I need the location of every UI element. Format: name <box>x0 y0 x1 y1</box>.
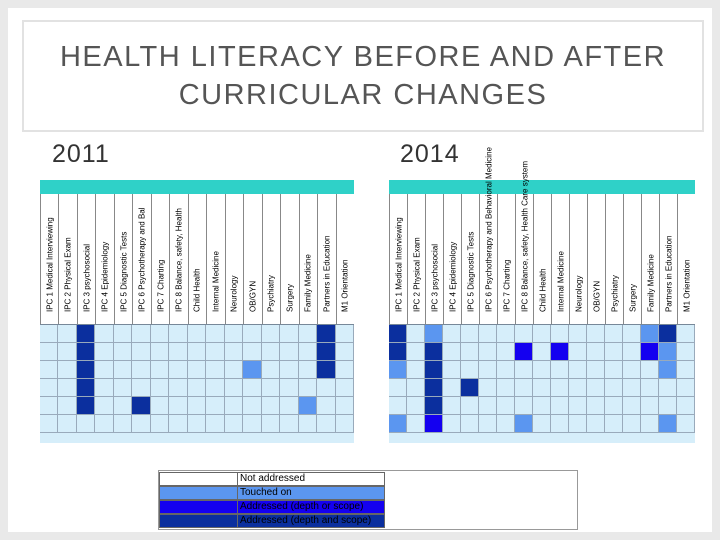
matrix-cell <box>425 343 443 361</box>
matrix-cell <box>461 343 479 361</box>
matrix-cell <box>280 361 298 379</box>
matrix-cell <box>299 379 317 397</box>
matrix-cell <box>262 397 280 415</box>
matrix-cell <box>605 343 623 361</box>
column-labels <box>40 194 354 324</box>
column-header <box>407 194 425 324</box>
matrix-cell <box>169 325 187 343</box>
matrix-cell <box>659 379 677 397</box>
column-header-label: Child Health <box>192 268 202 312</box>
legend-label: Touched on <box>237 486 385 500</box>
matrix-cell <box>169 343 187 361</box>
matrix-cell <box>132 343 150 361</box>
column-header-label: Family Medicine <box>646 254 655 312</box>
matrix-cell <box>58 343 76 361</box>
column-header-label: IPC 5 Diagnostic Tests <box>466 231 475 312</box>
matrix-cell <box>407 343 425 361</box>
matrix-cell <box>95 361 113 379</box>
matrix-cell <box>515 415 533 433</box>
column-header-label: IPC 3 psychosocial <box>82 243 92 312</box>
matrix-cells <box>389 324 695 443</box>
column-header <box>605 194 623 324</box>
matrix-cell <box>425 415 443 433</box>
column-header-label: IPC 8 Balance, safety, Health Care system <box>520 160 529 312</box>
column-header <box>551 194 569 324</box>
matrix-cell <box>299 325 317 343</box>
matrix-cell <box>443 397 461 415</box>
column-header-label: Child Health <box>538 268 547 312</box>
matrix-cell <box>280 325 298 343</box>
matrix-cell <box>243 361 261 379</box>
matrix-cell <box>336 379 354 397</box>
matrix-cell <box>443 415 461 433</box>
matrix-cell <box>587 379 605 397</box>
matrix-cell <box>206 415 224 433</box>
column-header <box>77 194 95 324</box>
matrix-cell <box>151 415 169 433</box>
matrix-cell <box>188 361 206 379</box>
matrix-cell <box>132 379 150 397</box>
matrix-cell <box>407 361 425 379</box>
matrix-cell <box>169 361 187 379</box>
matrix-cell <box>461 361 479 379</box>
column-header <box>497 194 515 324</box>
matrix-cell <box>533 343 551 361</box>
column-header <box>169 194 187 324</box>
column-header <box>132 194 150 324</box>
matrix-cell <box>206 361 224 379</box>
matrix-cell <box>95 325 113 343</box>
matrix-cell <box>677 397 695 415</box>
matrix-cell <box>497 361 515 379</box>
matrix-cell <box>225 379 243 397</box>
column-header <box>659 194 677 324</box>
legend-item <box>159 486 577 500</box>
matrix-cell <box>206 343 224 361</box>
column-header <box>461 194 479 324</box>
column-header <box>299 194 317 324</box>
matrix-cell <box>206 379 224 397</box>
matrix-cell <box>243 397 261 415</box>
column-header <box>479 147 497 324</box>
matrix-cell <box>40 379 58 397</box>
legend-swatch <box>159 486 237 500</box>
matrix-cell <box>677 379 695 397</box>
matrix-cell <box>641 343 659 361</box>
matrix-cell <box>132 361 150 379</box>
matrix-cell <box>114 397 132 415</box>
matrix-cell <box>533 397 551 415</box>
matrix-cell <box>299 415 317 433</box>
matrix-cell <box>659 325 677 343</box>
matrix-cell <box>243 325 261 343</box>
matrix-cell <box>533 379 551 397</box>
column-header-label: Partners in Education <box>664 235 673 312</box>
matrix-cell <box>58 379 76 397</box>
matrix-cell <box>169 379 187 397</box>
matrix-cell <box>114 343 132 361</box>
matrix-cell <box>605 415 623 433</box>
matrix-cell <box>605 325 623 343</box>
matrix-cell <box>389 325 407 343</box>
matrix-cell <box>515 397 533 415</box>
matrix-cell <box>40 361 58 379</box>
matrix-cell <box>479 325 497 343</box>
column-header-label: M1 Orientation <box>340 259 350 312</box>
column-header-label: Partners in Education <box>322 235 332 312</box>
column-header <box>677 194 695 324</box>
column-header <box>317 194 335 324</box>
slide <box>8 8 712 532</box>
matrix-cell <box>206 325 224 343</box>
matrix-cell <box>389 379 407 397</box>
matrix-cell <box>515 325 533 343</box>
matrix-cell <box>497 343 515 361</box>
matrix-cell <box>533 325 551 343</box>
matrix-cell <box>280 379 298 397</box>
header-bar <box>389 180 695 194</box>
matrix-cell <box>659 343 677 361</box>
matrix-cell <box>425 325 443 343</box>
matrix-cell <box>623 379 641 397</box>
matrix-cell <box>641 361 659 379</box>
column-header <box>336 194 354 324</box>
column-header <box>515 160 533 324</box>
matrix-cell <box>497 379 515 397</box>
column-header-label: Family Medicine <box>303 254 313 312</box>
matrix-cell <box>389 415 407 433</box>
matrix-cell <box>40 415 58 433</box>
matrix-cell <box>188 379 206 397</box>
matrix-cell <box>317 361 335 379</box>
matrix-cell <box>77 343 95 361</box>
matrix-cell <box>114 379 132 397</box>
matrix-cell <box>479 415 497 433</box>
column-header-label: IPC 8 Balance, safety, Health <box>174 208 184 312</box>
matrix-cell <box>262 361 280 379</box>
matrix-cell <box>77 361 95 379</box>
matrix-cell <box>677 415 695 433</box>
matrix-cell <box>605 379 623 397</box>
matrix-cell <box>188 325 206 343</box>
matrix-cell <box>623 343 641 361</box>
column-header-label: IPC 6 Psychotherapy and Behavioral Medicine <box>484 147 493 312</box>
matrix-cell <box>551 397 569 415</box>
column-header <box>151 194 169 324</box>
matrix-cell <box>677 343 695 361</box>
matrix-cell <box>479 343 497 361</box>
column-header-label: OB/GYN <box>248 280 258 312</box>
column-header <box>206 194 224 324</box>
matrix-cell <box>243 415 261 433</box>
legend-label: Addressed (depth and scope) <box>237 514 385 528</box>
matrix-cell <box>407 397 425 415</box>
matrix-cell <box>188 415 206 433</box>
matrix-cell <box>623 397 641 415</box>
matrix-cell <box>659 415 677 433</box>
legend-item <box>159 472 577 486</box>
matrix-cell <box>40 325 58 343</box>
column-header <box>587 194 605 324</box>
matrix-cell <box>569 397 587 415</box>
matrix-cell <box>443 325 461 343</box>
matrix-cell <box>443 379 461 397</box>
matrix-cell <box>587 325 605 343</box>
column-header-label: IPC 5 Diagnostic Tests <box>119 231 129 312</box>
matrix-cell <box>497 415 515 433</box>
column-header-label: IPC 7 Charting <box>156 259 166 312</box>
matrix-cell <box>132 415 150 433</box>
matrix-cell <box>389 361 407 379</box>
matrix-cell <box>641 325 659 343</box>
matrix-cell <box>299 361 317 379</box>
legend-item <box>159 514 577 528</box>
matrix-cell <box>479 397 497 415</box>
column-header <box>280 194 298 324</box>
matrix-cell <box>58 397 76 415</box>
legend-item <box>159 500 577 514</box>
column-header-label: IPC 4 Epidemiology <box>448 241 457 312</box>
matrix-cell <box>114 361 132 379</box>
matrix-cell <box>479 361 497 379</box>
matrix-cell <box>641 397 659 415</box>
legend-swatch <box>159 514 237 528</box>
column-header-label: Neurology <box>574 275 583 312</box>
column-header-label: IPC 6 Psychotherapy and Bal <box>137 207 147 312</box>
matrix-cell <box>317 379 335 397</box>
matrix-cell <box>40 397 58 415</box>
matrix-cell <box>336 361 354 379</box>
matrix-cell <box>114 415 132 433</box>
column-header <box>188 194 206 324</box>
matrix-cell <box>151 343 169 361</box>
matrix-cell <box>151 325 169 343</box>
column-header-label: Internal Medicine <box>211 251 221 312</box>
matrix-cell <box>95 343 113 361</box>
matrix-cell <box>407 379 425 397</box>
matrix-cell <box>641 379 659 397</box>
matrix-cell <box>677 325 695 343</box>
matrix-cell <box>225 397 243 415</box>
column-header-label: Neurology <box>229 275 239 312</box>
matrix-cell <box>336 325 354 343</box>
matrix-cell <box>461 415 479 433</box>
matrix-cell <box>262 343 280 361</box>
matrix-cell <box>317 343 335 361</box>
matrix-cell <box>169 415 187 433</box>
slide-title: HEALTH LITERACY BEFORE AND AFTER CURRICULAR CHANGES <box>59 41 667 111</box>
column-header-label: Psychiatry <box>610 275 619 312</box>
matrix-cell <box>77 325 95 343</box>
column-header <box>58 194 76 324</box>
matrix-cell <box>114 325 132 343</box>
matrix-cell <box>280 343 298 361</box>
matrix-2011 <box>40 180 354 446</box>
column-header <box>389 194 407 324</box>
matrix-cell <box>605 397 623 415</box>
matrix-cell <box>95 379 113 397</box>
matrix-cell <box>77 415 95 433</box>
matrix-cell <box>225 343 243 361</box>
matrix-cell <box>533 415 551 433</box>
legend-swatch <box>159 472 237 486</box>
matrix-cell <box>317 415 335 433</box>
matrix-cell <box>461 325 479 343</box>
column-header <box>95 194 113 324</box>
matrix-cell <box>443 343 461 361</box>
matrix-cell <box>587 361 605 379</box>
matrix-cell <box>497 325 515 343</box>
column-header <box>623 194 641 324</box>
matrix-cell <box>225 415 243 433</box>
matrix-cell <box>605 361 623 379</box>
matrix-cell <box>659 361 677 379</box>
matrix-cell <box>407 415 425 433</box>
matrix-cell <box>58 415 76 433</box>
matrix-cell <box>151 397 169 415</box>
legend-swatch <box>159 500 237 514</box>
column-header <box>569 194 587 324</box>
matrix-cell <box>280 397 298 415</box>
matrix-cell <box>40 343 58 361</box>
column-header-label: IPC 4 Epidemiology <box>100 241 110 312</box>
matrix-cell <box>623 325 641 343</box>
matrix-cell <box>95 415 113 433</box>
matrix-cell <box>262 415 280 433</box>
matrix-cell <box>225 361 243 379</box>
matrix-cell <box>623 361 641 379</box>
matrix-cells <box>40 324 354 443</box>
column-header <box>641 194 659 324</box>
matrix-cell <box>317 325 335 343</box>
matrix-cell <box>551 379 569 397</box>
matrix-cell <box>425 397 443 415</box>
column-header <box>114 194 132 324</box>
column-header <box>425 194 443 324</box>
matrix-cell <box>461 379 479 397</box>
column-header-label: Surgery <box>628 283 637 312</box>
matrix-cell <box>225 325 243 343</box>
matrix-cell <box>299 397 317 415</box>
matrix-cell <box>389 343 407 361</box>
matrix-cell <box>587 343 605 361</box>
matrix-cell <box>515 379 533 397</box>
year-label-2011: 2011 <box>52 140 110 168</box>
column-header-label: IPC 2 Physical Exam <box>412 237 421 312</box>
matrix-cell <box>659 397 677 415</box>
matrix-cell <box>58 325 76 343</box>
matrix-cell <box>497 397 515 415</box>
legend <box>158 470 578 530</box>
matrix-cell <box>533 361 551 379</box>
matrix-cell <box>317 397 335 415</box>
matrix-cell <box>515 343 533 361</box>
matrix-cell <box>551 325 569 343</box>
matrix-cell <box>262 379 280 397</box>
matrix-cell <box>151 361 169 379</box>
column-header <box>243 194 261 324</box>
matrix-cell <box>641 415 659 433</box>
title-box <box>22 20 704 132</box>
matrix-cell <box>479 379 497 397</box>
matrix-cell <box>587 397 605 415</box>
matrix-cell <box>95 397 113 415</box>
column-header <box>443 194 461 324</box>
column-header-label: IPC 2 Physical Exam <box>63 237 73 312</box>
matrix-cell <box>551 361 569 379</box>
matrix-cell <box>280 415 298 433</box>
column-header-label: IPC 1 Medical Interviewing <box>394 217 403 312</box>
matrix-cell <box>569 415 587 433</box>
matrix-cell <box>206 397 224 415</box>
matrix-cell <box>569 343 587 361</box>
matrix-cell <box>243 343 261 361</box>
matrix-cell <box>132 397 150 415</box>
column-header <box>40 194 58 324</box>
matrix-cell <box>169 397 187 415</box>
matrix-cell <box>336 397 354 415</box>
column-header-label: Internal Medicine <box>556 251 565 312</box>
column-header-label: IPC 1 Medical Interviewing <box>45 217 55 312</box>
column-header-label: OB/GYN <box>592 280 601 312</box>
matrix-cell <box>569 325 587 343</box>
matrix-cell <box>389 397 407 415</box>
matrix-cell <box>262 325 280 343</box>
matrix-cell <box>677 361 695 379</box>
matrix-cell <box>77 397 95 415</box>
column-header <box>262 194 280 324</box>
matrix-cell <box>188 343 206 361</box>
year-label-2014: 2014 <box>400 140 460 168</box>
matrix-cell <box>569 361 587 379</box>
matrix-cell <box>425 361 443 379</box>
matrix-cell <box>407 325 425 343</box>
legend-label: Addressed (depth or scope) <box>237 500 385 514</box>
legend-label: Not addressed <box>237 472 385 486</box>
column-header <box>533 194 551 324</box>
matrix-cell <box>623 415 641 433</box>
matrix-cell <box>587 415 605 433</box>
matrix-cell <box>188 397 206 415</box>
matrix-cell <box>515 361 533 379</box>
matrix-cell <box>443 361 461 379</box>
matrix-cell <box>336 415 354 433</box>
matrix-cell <box>551 415 569 433</box>
matrix-cell <box>461 397 479 415</box>
column-header <box>225 194 243 324</box>
matrix-cell <box>77 379 95 397</box>
matrix-cell <box>551 343 569 361</box>
column-header-label: IPC 3 psychosocial <box>430 243 439 312</box>
matrix-cell <box>299 343 317 361</box>
matrix-cell <box>569 379 587 397</box>
matrix-cell <box>425 379 443 397</box>
matrix-cell <box>336 343 354 361</box>
column-header-label: IPC 7 Charting <box>502 259 511 312</box>
matrix-cell <box>243 379 261 397</box>
column-header-label: Surgery <box>285 283 295 312</box>
header-bar <box>40 180 354 194</box>
matrix-cell <box>58 361 76 379</box>
matrix-cell <box>132 325 150 343</box>
matrix-cell <box>151 379 169 397</box>
column-header-label: Psychiatry <box>266 275 276 312</box>
column-header-label: M1 Orientation <box>682 259 691 312</box>
